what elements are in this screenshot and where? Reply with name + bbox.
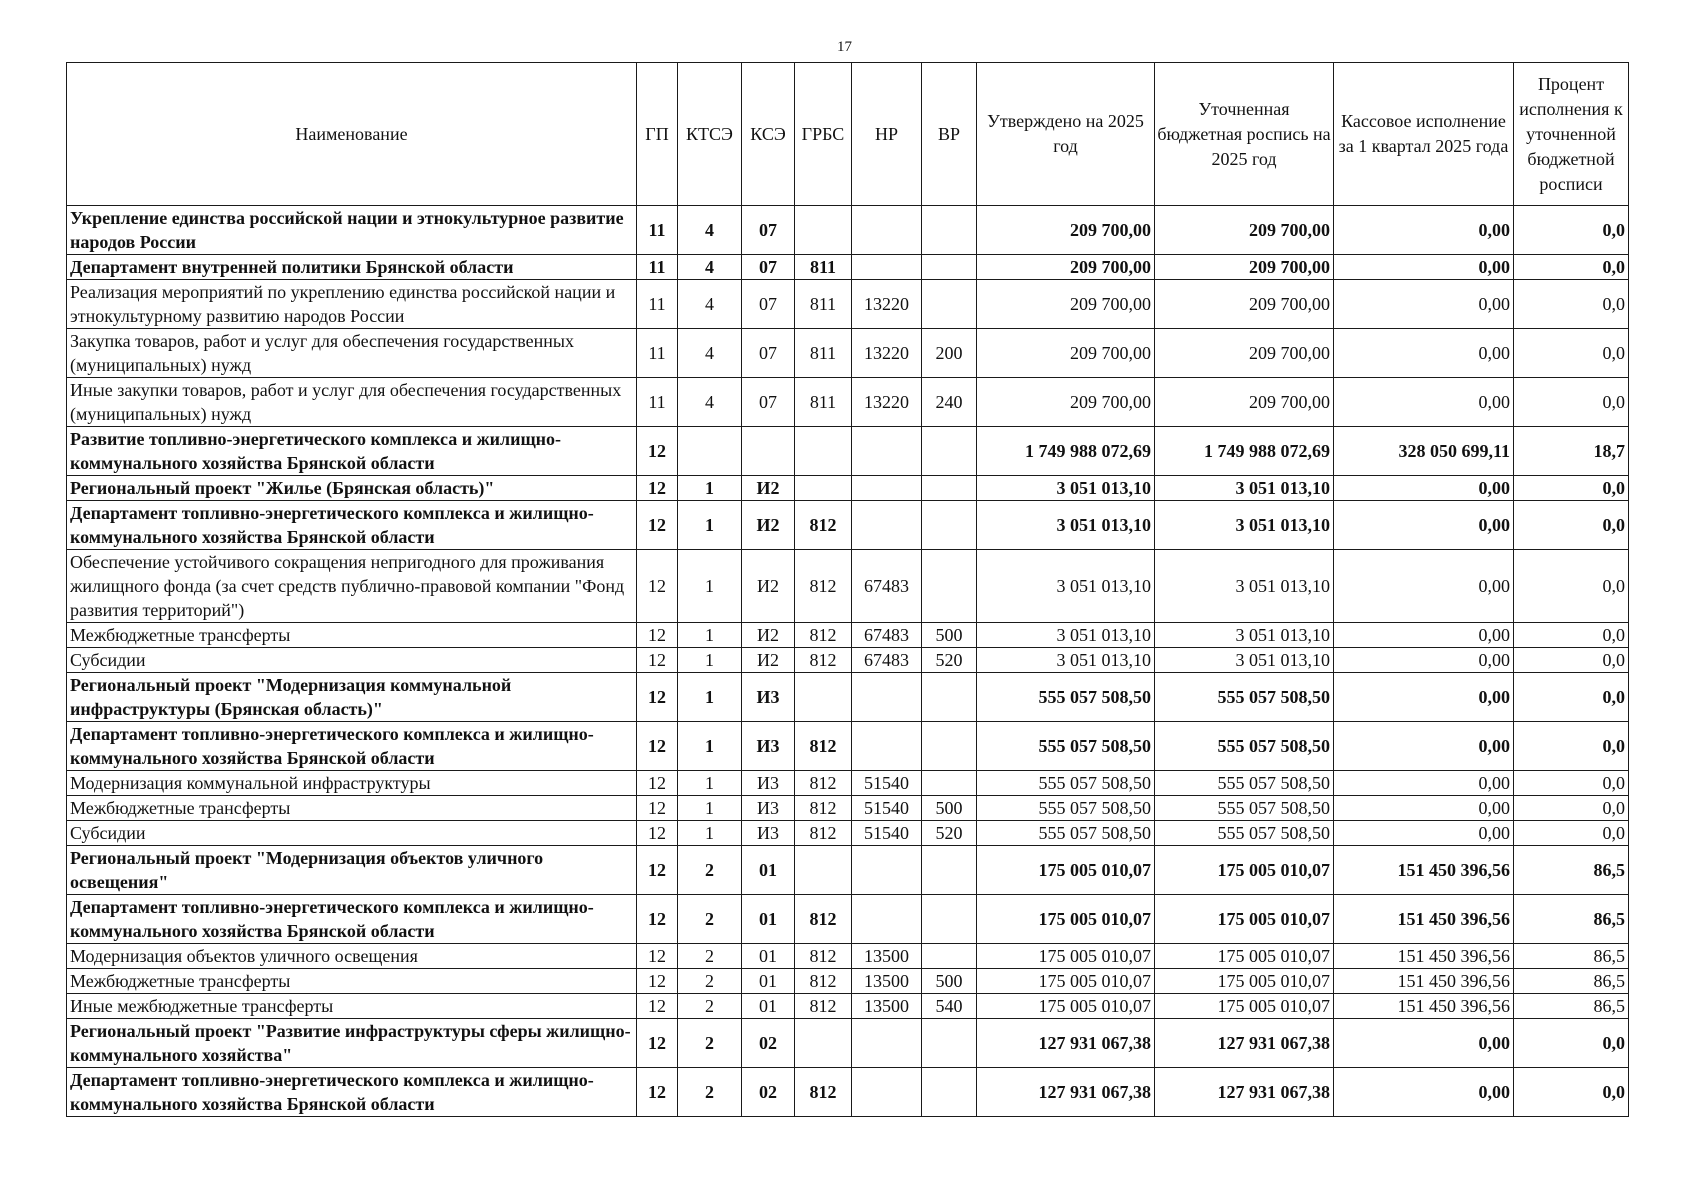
cell-vr: 500: [922, 969, 977, 994]
cell-ktse: 2: [678, 994, 742, 1019]
table-row: [67, 796, 1629, 821]
cell-refined: 1 749 988 072,69: [1155, 427, 1334, 476]
cell-name: Департамент топливно-энергетического комплекса и жилищно-коммунального хозяйства Брянской области: [67, 895, 637, 944]
cell-kse: 02: [742, 1019, 795, 1068]
cell-name: Модернизация коммунальной инфраструктуры: [67, 771, 637, 796]
table-row: [67, 846, 1629, 895]
cell-cash: 0,00: [1334, 280, 1514, 329]
cell-vr: [922, 501, 977, 550]
cell-ktse: [678, 427, 742, 476]
cell-nr: 13220: [852, 280, 922, 329]
cell-kse: 07: [742, 255, 795, 280]
cell-approved: 175 005 010,07: [977, 846, 1155, 895]
cell-approved: 555 057 508,50: [977, 673, 1155, 722]
cell-vr: [922, 1068, 977, 1117]
cell-vr: 200: [922, 329, 977, 378]
cell-approved: 555 057 508,50: [977, 796, 1155, 821]
cell-percent: 0,0: [1514, 796, 1629, 821]
table-header-row: [67, 63, 1629, 206]
cell-nr: [852, 673, 922, 722]
cell-kse: И3: [742, 722, 795, 771]
cell-approved: 3 051 013,10: [977, 623, 1155, 648]
cell-approved: 209 700,00: [977, 378, 1155, 427]
cell-percent: 0,0: [1514, 1068, 1629, 1117]
cell-gp: 12: [637, 648, 678, 673]
cell-nr: 51540: [852, 796, 922, 821]
cell-ktse: 2: [678, 846, 742, 895]
cell-vr: [922, 895, 977, 944]
cell-grbs: 812: [795, 550, 852, 623]
cell-name: Укрепление единства российской нации и этнокультурное развитие народов России: [67, 206, 637, 255]
cell-kse: 01: [742, 944, 795, 969]
cell-ktse: 2: [678, 1019, 742, 1068]
cell-refined: 3 051 013,10: [1155, 550, 1334, 623]
cell-cash: 0,00: [1334, 1068, 1514, 1117]
cell-cash: 151 450 396,56: [1334, 846, 1514, 895]
cell-percent: 0,0: [1514, 623, 1629, 648]
cell-percent: 18,7: [1514, 427, 1629, 476]
cell-refined: 175 005 010,07: [1155, 969, 1334, 994]
cell-vr: 500: [922, 623, 977, 648]
cell-gp: 12: [637, 1019, 678, 1068]
cell-approved: 3 051 013,10: [977, 648, 1155, 673]
cell-approved: 3 051 013,10: [977, 550, 1155, 623]
cell-gp: 12: [637, 1068, 678, 1117]
cell-cash: 0,00: [1334, 771, 1514, 796]
cell-kse: И2: [742, 476, 795, 501]
page-number: 17: [837, 39, 852, 55]
cell-name: Иные закупки товаров, работ и услуг для обеспечения государственных (муниципальных) нужд: [67, 378, 637, 427]
cell-nr: 67483: [852, 550, 922, 623]
cell-cash: 328 050 699,11: [1334, 427, 1514, 476]
cell-gp: 12: [637, 944, 678, 969]
cell-kse: И3: [742, 673, 795, 722]
cell-percent: 0,0: [1514, 648, 1629, 673]
table-row: [67, 771, 1629, 796]
cell-approved: 175 005 010,07: [977, 944, 1155, 969]
cell-gp: 12: [637, 796, 678, 821]
cell-percent: 86,5: [1514, 846, 1629, 895]
cell-kse: 07: [742, 206, 795, 255]
table-body: [67, 206, 1629, 1117]
cell-name: Департамент топливно-энергетического комплекса и жилищно-коммунального хозяйства Брянской области: [67, 1068, 637, 1117]
cell-kse: И2: [742, 550, 795, 623]
cell-ktse: 1: [678, 821, 742, 846]
cell-nr: 51540: [852, 821, 922, 846]
cell-cash: 151 450 396,56: [1334, 895, 1514, 944]
cell-name: Региональный проект "Модернизация коммунальной инфраструктуры (Брянская область)": [67, 673, 637, 722]
cell-vr: 520: [922, 648, 977, 673]
cell-refined: 555 057 508,50: [1155, 722, 1334, 771]
cell-ktse: 4: [678, 280, 742, 329]
cell-cash: 0,00: [1334, 550, 1514, 623]
cell-percent: 0,0: [1514, 722, 1629, 771]
cell-gp: 12: [637, 476, 678, 501]
cell-grbs: [795, 476, 852, 501]
cell-percent: 0,0: [1514, 550, 1629, 623]
cell-refined: 209 700,00: [1155, 329, 1334, 378]
cell-grbs: [795, 846, 852, 895]
cell-vr: [922, 476, 977, 501]
cell-kse: 07: [742, 329, 795, 378]
cell-name: Субсидии: [67, 821, 637, 846]
cell-kse: И2: [742, 648, 795, 673]
cell-refined: 209 700,00: [1155, 255, 1334, 280]
cell-nr: 13500: [852, 994, 922, 1019]
table-row: [67, 280, 1629, 329]
cell-grbs: [795, 427, 852, 476]
cell-cash: 0,00: [1334, 1019, 1514, 1068]
cell-refined: 555 057 508,50: [1155, 821, 1334, 846]
cell-nr: 67483: [852, 648, 922, 673]
cell-grbs: 812: [795, 895, 852, 944]
cell-vr: [922, 280, 977, 329]
cell-vr: [922, 1019, 977, 1068]
cell-grbs: 811: [795, 378, 852, 427]
table-row: [67, 476, 1629, 501]
table-row: [67, 944, 1629, 969]
cell-cash: 151 450 396,56: [1334, 969, 1514, 994]
cell-approved: 175 005 010,07: [977, 895, 1155, 944]
cell-kse: 02: [742, 1068, 795, 1117]
cell-grbs: 812: [795, 1068, 852, 1117]
cell-nr: 13220: [852, 329, 922, 378]
cell-cash: 0,00: [1334, 329, 1514, 378]
cell-ktse: 1: [678, 648, 742, 673]
cell-cash: 0,00: [1334, 796, 1514, 821]
cell-grbs: 811: [795, 280, 852, 329]
cell-approved: 127 931 067,38: [977, 1068, 1155, 1117]
budget-execution-table: [66, 62, 1629, 1117]
cell-ktse: 1: [678, 771, 742, 796]
cell-grbs: 811: [795, 329, 852, 378]
header-grbs: ГРБС: [795, 63, 852, 206]
cell-name: Межбюджетные трансферты: [67, 623, 637, 648]
cell-percent: 86,5: [1514, 944, 1629, 969]
cell-kse: И3: [742, 796, 795, 821]
header-name: Наименование: [67, 63, 637, 206]
cell-kse: И3: [742, 771, 795, 796]
cell-cash: 0,00: [1334, 821, 1514, 846]
header-approved: Утверждено на 2025 год: [977, 63, 1155, 206]
cell-vr: 540: [922, 994, 977, 1019]
cell-gp: 11: [637, 280, 678, 329]
cell-ktse: 1: [678, 550, 742, 623]
cell-gp: 11: [637, 206, 678, 255]
cell-grbs: [795, 1019, 852, 1068]
cell-gp: 12: [637, 427, 678, 476]
cell-vr: [922, 255, 977, 280]
cell-nr: [852, 722, 922, 771]
table-row: [67, 1068, 1629, 1117]
cell-gp: 11: [637, 378, 678, 427]
cell-approved: 555 057 508,50: [977, 771, 1155, 796]
cell-kse: [742, 427, 795, 476]
cell-name: Реализация мероприятий по укреплению единства российской нации и этнокультурному развитию народов России: [67, 280, 637, 329]
cell-grbs: 812: [795, 821, 852, 846]
cell-approved: 3 051 013,10: [977, 476, 1155, 501]
cell-name: Закупка товаров, работ и услуг для обеспечения государственных (муниципальных) нужд: [67, 329, 637, 378]
cell-percent: 0,0: [1514, 255, 1629, 280]
cell-grbs: 812: [795, 771, 852, 796]
cell-vr: 520: [922, 821, 977, 846]
cell-vr: [922, 673, 977, 722]
table-row: [67, 648, 1629, 673]
table-row: [67, 501, 1629, 550]
cell-kse: И2: [742, 501, 795, 550]
cell-name: Иные межбюджетные трансферты: [67, 994, 637, 1019]
cell-nr: [852, 206, 922, 255]
cell-approved: 555 057 508,50: [977, 722, 1155, 771]
cell-percent: 86,5: [1514, 895, 1629, 944]
cell-nr: [852, 255, 922, 280]
cell-ktse: 1: [678, 796, 742, 821]
cell-nr: [852, 1068, 922, 1117]
cell-vr: 240: [922, 378, 977, 427]
cell-approved: 209 700,00: [977, 329, 1155, 378]
cell-gp: 12: [637, 969, 678, 994]
cell-refined: 127 931 067,38: [1155, 1068, 1334, 1117]
cell-nr: [852, 895, 922, 944]
table-row: [67, 329, 1629, 378]
cell-name: Межбюджетные трансферты: [67, 969, 637, 994]
cell-refined: 175 005 010,07: [1155, 944, 1334, 969]
cell-kse: 01: [742, 969, 795, 994]
cell-gp: 12: [637, 821, 678, 846]
cell-refined: 555 057 508,50: [1155, 771, 1334, 796]
table-row: [67, 378, 1629, 427]
cell-percent: 0,0: [1514, 821, 1629, 846]
cell-gp: 11: [637, 329, 678, 378]
cell-ktse: 4: [678, 329, 742, 378]
cell-vr: 500: [922, 796, 977, 821]
cell-refined: 209 700,00: [1155, 206, 1334, 255]
cell-gp: 12: [637, 846, 678, 895]
cell-percent: 0,0: [1514, 329, 1629, 378]
cell-gp: 12: [637, 722, 678, 771]
cell-percent: 0,0: [1514, 501, 1629, 550]
cell-name: Региональный проект "Модернизация объектов уличного освещения": [67, 846, 637, 895]
cell-name: Субсидии: [67, 648, 637, 673]
cell-nr: [852, 846, 922, 895]
cell-grbs: 812: [795, 648, 852, 673]
cell-name: Департамент топливно-энергетического комплекса и жилищно-коммунального хозяйства Брянской области: [67, 722, 637, 771]
cell-cash: 0,00: [1334, 255, 1514, 280]
cell-vr: [922, 722, 977, 771]
cell-name: Межбюджетные трансферты: [67, 796, 637, 821]
cell-percent: 0,0: [1514, 771, 1629, 796]
table-row: [67, 255, 1629, 280]
cell-ktse: 4: [678, 255, 742, 280]
table-row: [67, 427, 1629, 476]
cell-refined: 3 051 013,10: [1155, 501, 1334, 550]
cell-name: Региональный проект "Развитие инфраструктуры сферы жилищно-коммунального хозяйства": [67, 1019, 637, 1068]
header-cash: Кассовое исполнение за 1 квартал 2025 года: [1334, 63, 1514, 206]
cell-refined: 127 931 067,38: [1155, 1019, 1334, 1068]
cell-refined: 3 051 013,10: [1155, 648, 1334, 673]
cell-gp: 12: [637, 550, 678, 623]
cell-grbs: [795, 673, 852, 722]
cell-percent: 0,0: [1514, 1019, 1629, 1068]
table-row: [67, 623, 1629, 648]
cell-nr: 13500: [852, 944, 922, 969]
cell-refined: 175 005 010,07: [1155, 846, 1334, 895]
cell-cash: 0,00: [1334, 673, 1514, 722]
cell-refined: 3 051 013,10: [1155, 623, 1334, 648]
cell-kse: 01: [742, 895, 795, 944]
cell-grbs: 812: [795, 796, 852, 821]
cell-vr: [922, 427, 977, 476]
cell-gp: 11: [637, 255, 678, 280]
cell-cash: 0,00: [1334, 378, 1514, 427]
cell-cash: 0,00: [1334, 722, 1514, 771]
cell-gp: 12: [637, 501, 678, 550]
cell-refined: 3 051 013,10: [1155, 476, 1334, 501]
table-row: [67, 673, 1629, 722]
cell-approved: 127 931 067,38: [977, 1019, 1155, 1068]
cell-approved: 209 700,00: [977, 255, 1155, 280]
cell-ktse: 2: [678, 969, 742, 994]
cell-grbs: 812: [795, 944, 852, 969]
cell-ktse: 4: [678, 378, 742, 427]
cell-refined: 555 057 508,50: [1155, 673, 1334, 722]
cell-kse: 07: [742, 378, 795, 427]
cell-grbs: 812: [795, 623, 852, 648]
table-row: [67, 550, 1629, 623]
cell-approved: 1 749 988 072,69: [977, 427, 1155, 476]
header-vr: ВР: [922, 63, 977, 206]
cell-ktse: 1: [678, 501, 742, 550]
cell-percent: 0,0: [1514, 673, 1629, 722]
cell-approved: 3 051 013,10: [977, 501, 1155, 550]
cell-cash: 0,00: [1334, 476, 1514, 501]
cell-ktse: 1: [678, 673, 742, 722]
cell-nr: [852, 1019, 922, 1068]
cell-vr: [922, 206, 977, 255]
cell-kse: 01: [742, 846, 795, 895]
cell-percent: 0,0: [1514, 378, 1629, 427]
cell-name: Развитие топливно-энергетического комплекса и жилищно-коммунального хозяйства Брянской области: [67, 427, 637, 476]
cell-name: Департамент топливно-энергетического комплекса и жилищно-коммунального хозяйства Брянской области: [67, 501, 637, 550]
cell-gp: 12: [637, 994, 678, 1019]
header-ktse: КТСЭ: [678, 63, 742, 206]
cell-name: Обеспечение устойчивого сокращения непригодного для проживания жилищного фонда (за счет средств публично-правовой компании "Фонд развития территорий"): [67, 550, 637, 623]
cell-approved: 209 700,00: [977, 206, 1155, 255]
cell-refined: 209 700,00: [1155, 280, 1334, 329]
table-row: [67, 206, 1629, 255]
cell-cash: 0,00: [1334, 206, 1514, 255]
cell-refined: 209 700,00: [1155, 378, 1334, 427]
cell-approved: 175 005 010,07: [977, 994, 1155, 1019]
cell-nr: 67483: [852, 623, 922, 648]
cell-nr: 13220: [852, 378, 922, 427]
cell-ktse: 2: [678, 1068, 742, 1117]
cell-nr: 13500: [852, 969, 922, 994]
table-row: [67, 1019, 1629, 1068]
cell-approved: 555 057 508,50: [977, 821, 1155, 846]
cell-kse: И2: [742, 623, 795, 648]
cell-refined: 175 005 010,07: [1155, 994, 1334, 1019]
cell-ktse: 2: [678, 944, 742, 969]
cell-ktse: 2: [678, 895, 742, 944]
cell-cash: 151 450 396,56: [1334, 994, 1514, 1019]
cell-grbs: 811: [795, 255, 852, 280]
cell-cash: 0,00: [1334, 648, 1514, 673]
cell-refined: 175 005 010,07: [1155, 895, 1334, 944]
cell-name: Департамент внутренней политики Брянской области: [67, 255, 637, 280]
cell-nr: 51540: [852, 771, 922, 796]
cell-kse: 01: [742, 994, 795, 1019]
cell-gp: 12: [637, 673, 678, 722]
header-gp: ГП: [637, 63, 678, 206]
cell-percent: 0,0: [1514, 280, 1629, 329]
header-refined: Уточненная бюджетная роспись на 2025 год: [1155, 63, 1334, 206]
cell-ktse: 4: [678, 206, 742, 255]
header-nr: НР: [852, 63, 922, 206]
cell-grbs: 812: [795, 994, 852, 1019]
cell-grbs: 812: [795, 501, 852, 550]
cell-cash: 151 450 396,56: [1334, 944, 1514, 969]
cell-grbs: 812: [795, 969, 852, 994]
table-row: [67, 969, 1629, 994]
cell-grbs: 812: [795, 722, 852, 771]
cell-vr: [922, 550, 977, 623]
cell-approved: 209 700,00: [977, 280, 1155, 329]
cell-gp: 12: [637, 895, 678, 944]
cell-cash: 0,00: [1334, 501, 1514, 550]
header-kse: КСЭ: [742, 63, 795, 206]
cell-percent: 0,0: [1514, 476, 1629, 501]
cell-nr: [852, 501, 922, 550]
cell-percent: 0,0: [1514, 206, 1629, 255]
cell-kse: И3: [742, 821, 795, 846]
table-row: [67, 722, 1629, 771]
cell-vr: [922, 944, 977, 969]
cell-gp: 12: [637, 771, 678, 796]
table-row: [67, 895, 1629, 944]
cell-kse: 07: [742, 280, 795, 329]
cell-refined: 555 057 508,50: [1155, 796, 1334, 821]
header-percent: Процент исполнения к уточненной бюджетной росписи: [1514, 63, 1629, 206]
cell-ktse: 1: [678, 476, 742, 501]
cell-vr: [922, 771, 977, 796]
cell-name: Региональный проект "Жилье (Брянская область)": [67, 476, 637, 501]
cell-name: Модернизация объектов уличного освещения: [67, 944, 637, 969]
cell-cash: 0,00: [1334, 623, 1514, 648]
cell-nr: [852, 476, 922, 501]
cell-vr: [922, 846, 977, 895]
table-row: [67, 821, 1629, 846]
cell-ktse: 1: [678, 623, 742, 648]
cell-grbs: [795, 206, 852, 255]
cell-ktse: 1: [678, 722, 742, 771]
cell-gp: 12: [637, 623, 678, 648]
cell-percent: 86,5: [1514, 969, 1629, 994]
cell-approved: 175 005 010,07: [977, 969, 1155, 994]
cell-nr: [852, 427, 922, 476]
table-row: [67, 994, 1629, 1019]
cell-percent: 86,5: [1514, 994, 1629, 1019]
